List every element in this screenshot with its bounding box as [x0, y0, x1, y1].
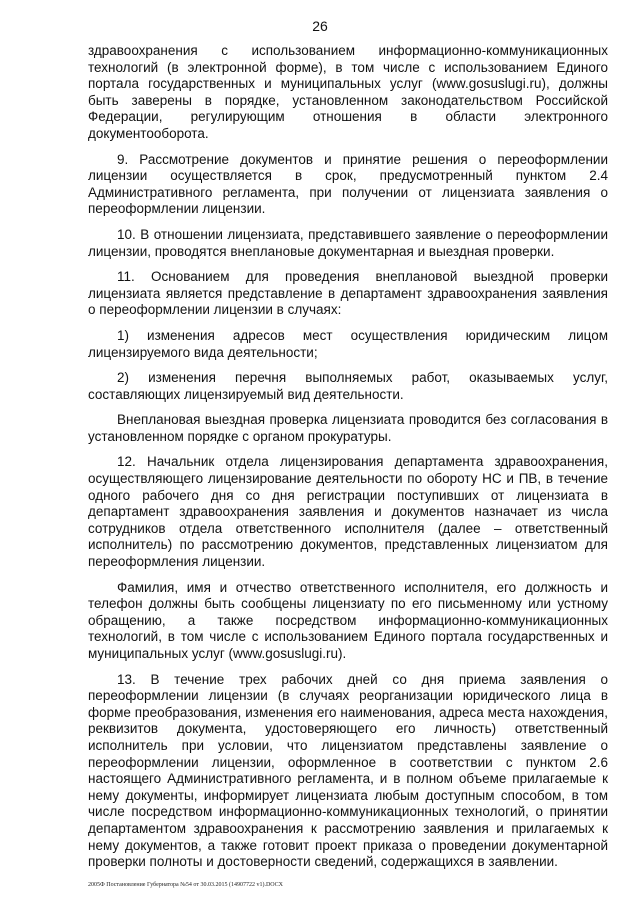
paragraph-item-12: 12. Начальник отдела лицензирования департамента здравоохранения, осуществляющего лицензирование деятельности по обороту НС и ПВ, в течение одного рабочего дня со дня регистрации поступивших от лицензиата в департамент здравоохранения заявления и документов назначает из числа сотрудников отдела ответственного исполнителя (далее – ответственный исполнитель) по рассмотрению документов, представленных лицензиатом для переоформления лицензии. — [88, 454, 608, 570]
paragraph-item-9: 9. Рассмотрение документов и принятие решения о переоформлении лицензии осуществляется в срок, предусмотренный пунктом 2.4 Административного регламента, при получении от лицензиата заявления о переоформлении лицензии. — [88, 151, 608, 217]
paragraph-item-10: 10. В отношении лицензиата, представившего заявление о переоформлении лицензии, проводятся внеплановые документарная и выездная проверки. — [88, 226, 608, 259]
paragraph-unscheduled-inspection: Внеплановая выездная проверка лицензиата проводится без согласования в установленном порядке с органом прокуратуры. — [88, 412, 608, 444]
paragraph-continuation: здравоохранения с использованием информационно-коммуникационных технологий (в электронной форме), в том числе с использованием Единого портала государственных и муниципальных услуг (www.gosuslugi.ru), должны быть заверены в порядке, установленном законодательством Российской Федерации, регулирующим отношения в области электронного документооборота. — [88, 43, 608, 141]
document-body — [88, 43, 608, 880]
paragraph-subitem-2: 2) изменения перечня выполняемых работ, оказываемых услуг, составляющих лицензируемый вид деятельности. — [88, 370, 608, 402]
paragraph-subitem-1: 1) изменения адресов мест осуществления юридическим лицом лицензируемого вида деятельности; — [88, 327, 608, 360]
page-number: 26 — [312, 18, 328, 34]
paragraph-executor-contact: Фамилия, имя и отчество ответственного исполнителя, его должность и телефон должны быть сообщены лицензиату по его письменному или устному обращению, а также посредством информационно-коммуникационных технологий, в том числе с использованием Единого портала государственных и муниципальных услуг (www.gosuslugi.ru). — [88, 579, 608, 661]
paragraph-item-11: 11. Основанием для проведения внеплановой выездной проверки лицензиата является представление в департамент здравоохранения заявления о переоформлении лицензии в случаях: — [88, 269, 608, 318]
paragraph-item-13: 13. В течение трех рабочих дней со дня приема заявления о переоформлении лицензии (в случаях реорганизации юридического лица в форме преобразования, изменения его наименования, адреса места нахождения, реквизитов документа, удостоверяющего его личность) ответственный исполнитель при условии, что лицензиатом представлены заявление о переоформлении лицензии, оформленное в соответствии с пунктом 2.6 настоящего Административного регламента, и в полном объеме прилагаемые к нему документы, информирует лицензиата любым доступным способом, в том числе посредством информационно-коммуникационных технологий, о принятии департаментом здравоохранения к рассмотрению заявления и прилагаемых к нему документов, а также готовит проект приказа о проведении документарной проверки полноты и достоверности сведений, содержащихся в заявлении. — [88, 671, 608, 870]
document-footer: 2005Ф Постановление Губернатора №54 от 30.03.2015 (14907722 v1).DOCX — [88, 882, 283, 888]
